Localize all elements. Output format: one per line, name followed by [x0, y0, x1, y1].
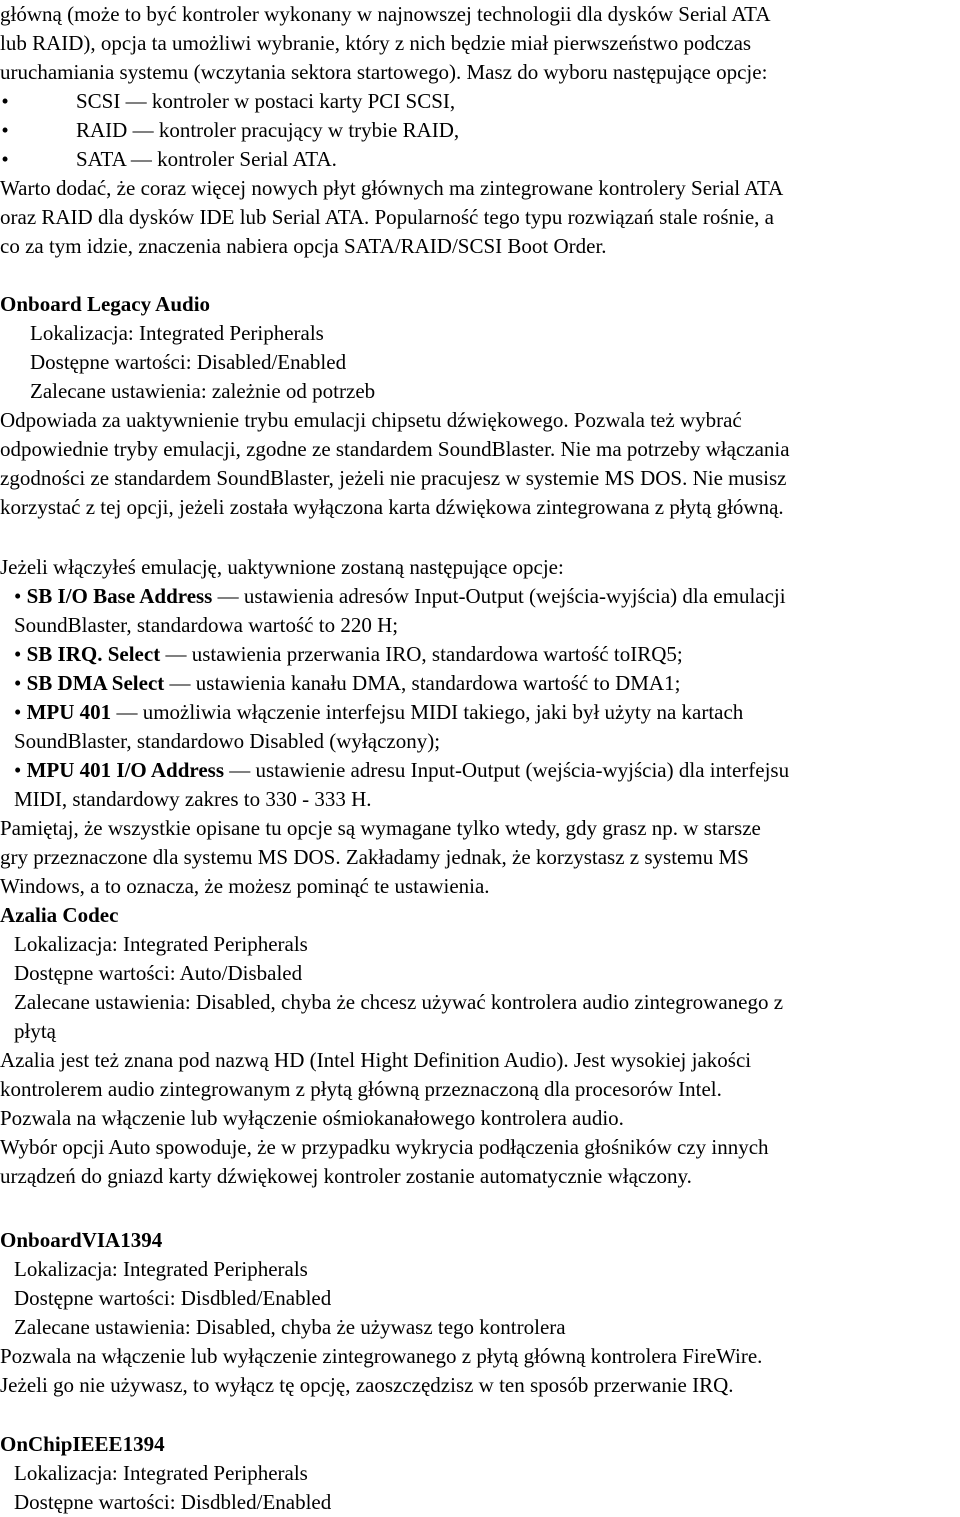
- bullet-item: [0, 87, 960, 116]
- intro-line: uruchamiania systemu (wczytania sektora startowego). Masz do wyboru następujące opcje:: [0, 60, 768, 84]
- recommended-line: płytą: [14, 1019, 56, 1043]
- description-line: kontrolerem audio zintegrowanym z płytą główną przeznaczoną dla procesorów Intel.: [0, 1077, 722, 1101]
- note-line: Pamiętaj, że wszystkie opisane tu opcje są wymagane tylko wtedy, gdy grasz np. w starsze: [0, 816, 761, 840]
- bullet-icon: •: [14, 642, 22, 666]
- location-line: Lokalizacja: Integrated Peripherals: [30, 321, 324, 345]
- description-line: odpowiednie tryby emulacji, zgodne ze standardem SoundBlaster. Nie ma potrzeby włączania: [0, 437, 790, 461]
- emulation-intro: Jeżeli włączyłeś emulację, uaktywnione zostaną następujące opcje:: [0, 555, 564, 579]
- location-line: Lokalizacja: Integrated Peripherals: [14, 1461, 308, 1485]
- intro-line: główną (może to być kontroler wykonany w najnowszej technologii dla dysków Serial ATA: [0, 2, 771, 26]
- description-line: Pozwala na włączenie lub wyłączenie zintegrowanego z płytą główną kontrolera FireWire.: [0, 1344, 763, 1368]
- paragraph-line: co za tym idzie, znaczenia nabiera opcja SATA/RAID/SCSI Boot Order.: [0, 234, 607, 258]
- location-line: Lokalizacja: Integrated Peripherals: [14, 1257, 308, 1281]
- option-name: SB DMA Select: [26, 671, 165, 695]
- section-heading: OnChipIEEE1394: [0, 1432, 165, 1456]
- values-line: Dostępne wartości: Disabled/Enabled: [30, 350, 347, 374]
- option-name: MPU 401 I/O Address: [26, 758, 224, 782]
- option-name: SB I/O Base Address: [26, 584, 213, 608]
- option-desc: — umożliwia włączenie interfejsu MIDI takiego, jaki był użyty na kartach: [111, 700, 744, 724]
- description-line: Wybór opcji Auto spowoduje, że w przypadku wykrycia podłączenia głośników czy innych: [0, 1135, 769, 1159]
- option-name: MPU 401: [26, 700, 112, 724]
- description-line: urządzeń do gniazd karty dźwiękowej kontroler zostanie automatycznie włączony.: [0, 1164, 692, 1188]
- description-line: korzystać z tej opcji, jeżeli została wyłączona karta dźwiękowa zintegrowana z płytą główną.: [0, 495, 784, 519]
- location-line: Lokalizacja: Integrated Peripherals: [14, 932, 308, 956]
- bullet-icon: •: [14, 584, 22, 608]
- description-line: Azalia jest też znana pod nazwą HD (Intel Hight Definition Audio). Jest wysokiej jakości: [0, 1048, 752, 1072]
- description-line: Jeżeli go nie używasz, to wyłącz tę opcję, zaoszczędzisz w ten sposób przerwanie IRQ.: [0, 1373, 734, 1397]
- bullet-text: RAID — kontroler pracujący w trybie RAID,: [76, 118, 460, 142]
- option-item: [14, 756, 789, 785]
- paragraph-line: Warto dodać, że coraz więcej nowych płyt głównych ma zintegrowane kontrolery Serial ATA: [0, 176, 784, 200]
- bullet-icon: •: [1, 118, 9, 142]
- values-line: Dostępne wartości: Auto/Disbaled: [14, 961, 303, 985]
- section-heading: OnboardVIA1394: [0, 1228, 163, 1252]
- bullet-icon: •: [14, 671, 22, 695]
- option-item: [14, 582, 786, 611]
- recommended-line: Zalecane ustawienia: Disabled, chyba że chcesz używać kontrolera audio zintegrowanego z: [14, 990, 784, 1014]
- intro-line: lub RAID), opcja ta umożliwi wybranie, który z nich będzie miał pierwszeństwo podczas: [0, 31, 752, 55]
- section-heading: Onboard Legacy Audio: [0, 292, 211, 316]
- paragraph-line: oraz RAID dla dysków IDE lub Serial ATA. Popularność tego typu rozwiązań stale rośnie, a: [0, 205, 774, 229]
- values-line: Dostępne wartości: Disdbled/Enabled: [14, 1490, 332, 1514]
- bullet-text: SATA — kontroler Serial ATA.: [76, 147, 337, 171]
- bullet-icon: •: [14, 700, 22, 724]
- recommended-line: Zalecane ustawienia: zależnie od potrzeb: [30, 379, 376, 403]
- recommended-line: Zalecane ustawienia: Disabled, chyba że używasz tego kontrolera: [14, 1315, 566, 1339]
- option-item: [14, 640, 683, 669]
- option-item: [14, 698, 743, 727]
- description-line: Odpowiada za uaktywnienie trybu emulacji chipsetu dźwiękowego. Pozwala też wybrać: [0, 408, 742, 432]
- option-continuation: MIDI, standardowy zakres to 330 - 333 H.: [14, 787, 372, 811]
- option-desc: — ustawienie adresu Input-Output (wejścia-wyjścia) dla interfejsu: [224, 758, 790, 782]
- note-line: Windows, a to oznacza, że możesz pominąć te ustawienia.: [0, 874, 490, 898]
- bullet-item: [0, 116, 960, 145]
- description-line: zgodności ze standardem SoundBlaster, jeżeli nie pracujesz w systemie MS DOS. Nie musisz: [0, 466, 787, 490]
- note-line: gry przeznaczone dla systemu MS DOS. Zakładamy jednak, że korzystasz z systemu MS: [0, 845, 749, 869]
- bullet-icon: •: [1, 89, 9, 113]
- description-line: Pozwala na włączenie lub wyłączenie ośmiokanałowego kontrolera audio.: [0, 1106, 624, 1130]
- bullet-icon: •: [1, 147, 9, 171]
- section-heading: Azalia Codec: [0, 903, 119, 927]
- option-name: SB IRQ. Select: [26, 642, 161, 666]
- values-line: Dostępne wartości: Disdbled/Enabled: [14, 1286, 332, 1310]
- bullet-icon: •: [14, 758, 22, 782]
- bullet-item: [0, 145, 960, 174]
- option-desc: — ustawienia kanału DMA, standardowa wartość to DMA1;: [164, 671, 681, 695]
- option-continuation: SoundBlaster, standardowa wartość to 220 H;: [14, 613, 399, 637]
- bullet-text: SCSI — kontroler w postaci karty PCI SCSI,: [76, 89, 456, 113]
- option-desc: — ustawienia przerwania IRO, standardowa wartość toIRQ5;: [160, 642, 683, 666]
- option-desc: — ustawienia adresów Input-Output (wejścia-wyjścia) dla emulacji: [212, 584, 786, 608]
- option-item: [14, 669, 680, 698]
- option-continuation: SoundBlaster, standardowo Disabled (wyłączony);: [14, 729, 441, 753]
